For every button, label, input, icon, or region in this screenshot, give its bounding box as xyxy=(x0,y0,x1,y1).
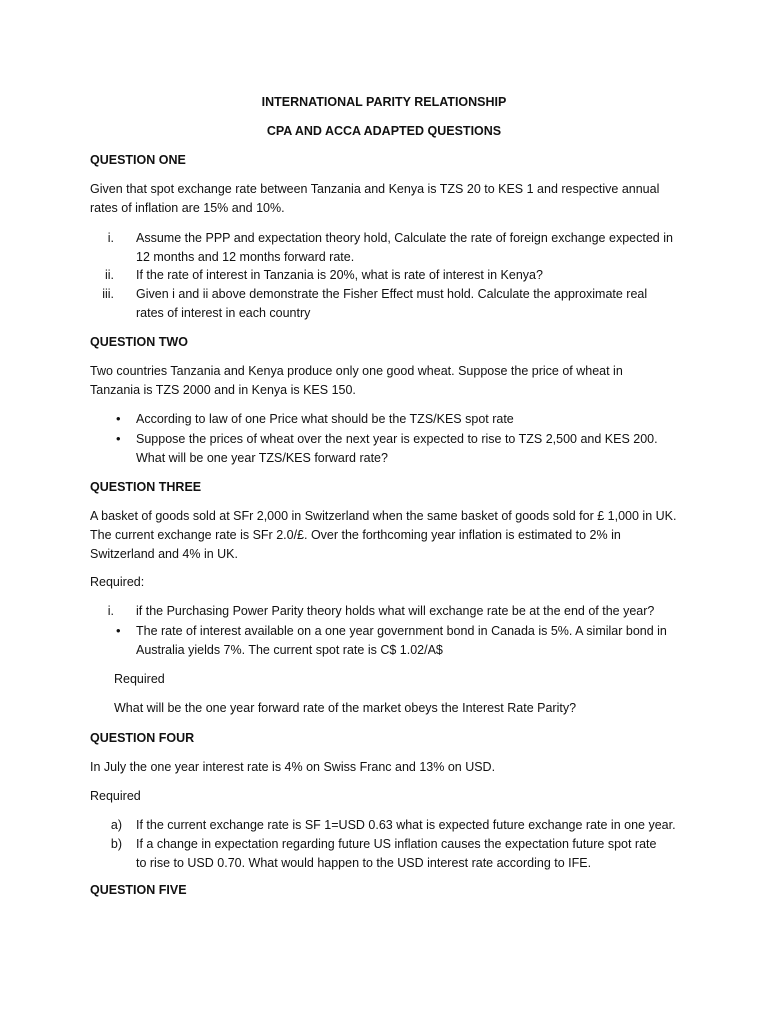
required-label: Required xyxy=(114,672,165,686)
list-marker: a) xyxy=(110,818,122,832)
list-item-line: If a change in expectation regarding future US inflation causes the expectation future spot rate xyxy=(136,837,657,851)
question-two-heading: QUESTION TWO xyxy=(90,335,188,349)
bullet-icon: • xyxy=(116,431,121,446)
required-label: Required xyxy=(90,789,141,803)
required-label: Required: xyxy=(90,575,145,589)
question-three-forward-rate-question: What will be the one year forward rate of the market obeys the Interest Rate Parity? xyxy=(114,701,577,715)
list-item-line: If the rate of interest in Tanzania is 20%, what is rate of interest in Kenya? xyxy=(136,268,543,282)
list-item-line: to rise to USD 0.70. What would happen to the USD interest rate according to IFE. xyxy=(136,856,592,870)
bullet-item-line: Suppose the prices of wheat over the next year is expected to rise to TZS 2,500 and KES 200. xyxy=(136,432,658,446)
question-two-intro-line: Two countries Tanzania and Kenya produce only one good wheat. Suppose the price of wheat in xyxy=(90,364,623,378)
list-item-line: Given i and ii above demonstrate the Fisher Effect must hold. Calculate the approximate real xyxy=(136,287,648,301)
list-item-line: rates of interest in each country xyxy=(136,306,311,320)
question-three-intro-line: The current exchange rate is SFr 2.0/£. Over the forthcoming year inflation is estimated to 2% in xyxy=(90,528,621,542)
list-marker: ii. xyxy=(104,268,114,282)
bullet-item-line: What will be one year TZS/KES forward rate? xyxy=(136,451,388,465)
bullet-item-line: According to law of one Price what should be the TZS/KES spot rate xyxy=(136,412,514,426)
question-five-heading: QUESTION FIVE xyxy=(90,883,187,897)
question-three-intro-line: A basket of goods sold at SFr 2,000 in Switzerland when the same basket of goods sold for £ 1,000 in UK. xyxy=(90,509,677,523)
question-three-heading: QUESTION THREE xyxy=(90,480,202,494)
question-two-intro-line: Tanzania is TZS 2000 and in Kenya is KES 150. xyxy=(90,383,356,397)
document-title: INTERNATIONAL PARITY RELATIONSHIP xyxy=(261,95,507,109)
list-marker: i. xyxy=(107,604,114,618)
question-one-heading: QUESTION ONE xyxy=(90,153,186,167)
list-item-line: If the current exchange rate is SF 1=USD 0.63 what is expected future exchange rate in one year. xyxy=(136,818,676,832)
list-marker: iii. xyxy=(102,287,114,301)
list-marker: i. xyxy=(107,231,114,245)
list-item-line: Assume the PPP and expectation theory hold, Calculate the rate of foreign exchange expected in xyxy=(136,231,673,245)
question-three-intro-line: Switzerland and 4% in UK. xyxy=(90,547,238,561)
question-one-intro-line: Given that spot exchange rate between Tanzania and Kenya is TZS 20 to KES 1 and respective annual xyxy=(90,182,660,196)
bullet-icon: • xyxy=(116,411,121,426)
bullet-icon: • xyxy=(116,623,121,638)
question-one-intro-line: rates of inflation are 15% and 10%. xyxy=(90,201,285,215)
question-four-heading: QUESTION FOUR xyxy=(90,731,195,745)
bullet-item-line: Australia yields 7%. The current spot rate is C$ 1.02/A$ xyxy=(136,643,443,657)
question-four-intro: In July the one year interest rate is 4% on Swiss Franc and 13% on USD. xyxy=(90,760,496,774)
list-item-line: 12 months and 12 months forward rate. xyxy=(136,250,355,264)
bullet-item-line: The rate of interest available on a one year government bond in Canada is 5%. A similar bond in xyxy=(136,624,667,638)
document-subtitle: CPA AND ACCA ADAPTED QUESTIONS xyxy=(266,124,502,138)
list-item-line: if the Purchasing Power Parity theory holds what will exchange rate be at the end of the year? xyxy=(136,604,655,618)
list-marker: b) xyxy=(110,837,122,851)
